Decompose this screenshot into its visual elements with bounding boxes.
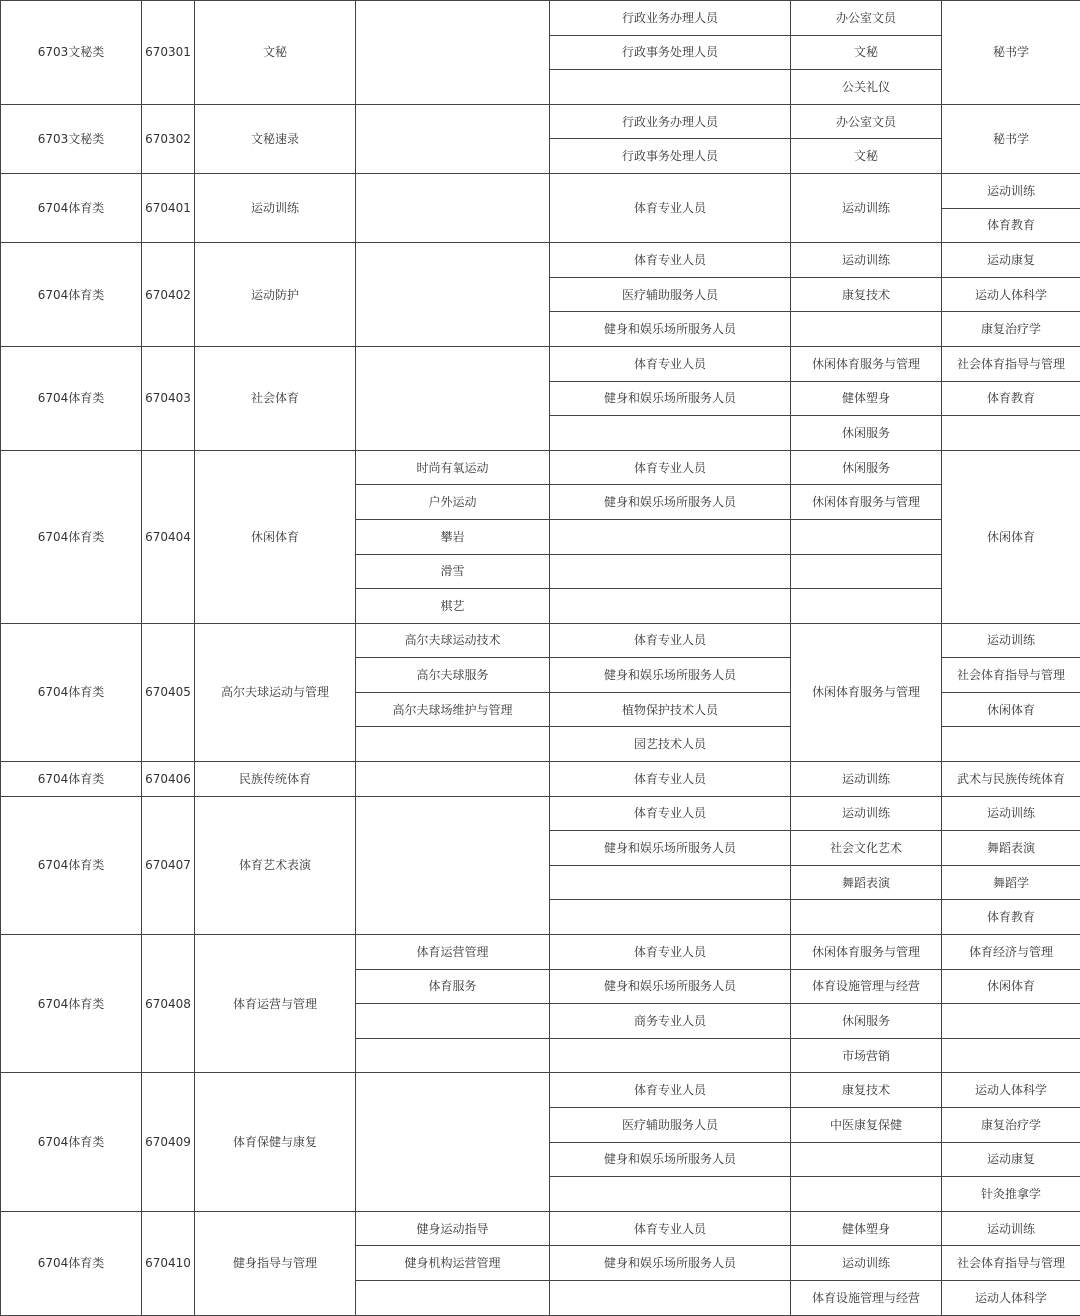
certificate-cell: 市场营销 xyxy=(791,1038,942,1073)
certificate-cell: 运动训练 xyxy=(791,243,942,278)
code-cell: 670410 xyxy=(142,1211,195,1315)
major-name-cell: 运动防护 xyxy=(195,243,356,347)
direction-cell: 棋艺 xyxy=(356,589,550,624)
occupation-cell xyxy=(550,1280,791,1315)
occupation-cell: 植物保护技术人员 xyxy=(550,692,791,727)
direction-cell: 健身运动指导 xyxy=(356,1211,550,1246)
continuing-major-cell: 运动训练 xyxy=(942,623,1080,658)
certificate-cell xyxy=(791,1177,942,1212)
occupation-cell xyxy=(550,416,791,451)
occupation-cell: 健身和娱乐场所服务人员 xyxy=(550,312,791,347)
occupation-cell xyxy=(550,1038,791,1073)
continuing-major-cell: 体育教育 xyxy=(942,900,1080,935)
continuing-major-cell: 体育教育 xyxy=(942,208,1080,243)
continuing-major-cell: 运动康复 xyxy=(942,243,1080,278)
occupation-cell xyxy=(550,70,791,105)
occupation-cell xyxy=(550,865,791,900)
direction-cell xyxy=(356,243,550,347)
occupation-cell: 体育专业人员 xyxy=(550,346,791,381)
continuing-major-cell: 秘书学 xyxy=(942,1,1080,105)
category-cell: 6703文秘类 xyxy=(1,1,142,105)
direction-cell: 滑雪 xyxy=(356,554,550,589)
certificate-cell: 运动训练 xyxy=(791,762,942,797)
direction-cell: 户外运动 xyxy=(356,485,550,520)
occupation-cell xyxy=(550,554,791,589)
major-name-cell: 社会体育 xyxy=(195,346,356,450)
occupation-cell: 健身和娱乐场所服务人员 xyxy=(550,1246,791,1281)
certificate-cell: 休闲体育服务与管理 xyxy=(791,485,942,520)
occupation-cell: 体育专业人员 xyxy=(550,173,791,242)
occupation-cell: 健身和娱乐场所服务人员 xyxy=(550,381,791,416)
table-row xyxy=(1,1211,1080,1246)
certificate-cell xyxy=(791,554,942,589)
category-cell: 6704体育类 xyxy=(1,346,142,450)
direction-cell: 高尔夫球运动技术 xyxy=(356,623,550,658)
occupation-cell: 健身和娱乐场所服务人员 xyxy=(550,1142,791,1177)
major-name-cell: 高尔夫球运动与管理 xyxy=(195,623,356,761)
table-row xyxy=(1,623,1080,658)
certificate-cell: 文秘 xyxy=(791,35,942,70)
direction-cell: 体育服务 xyxy=(356,969,550,1004)
certificate-cell: 运动训练 xyxy=(791,796,942,831)
code-cell: 670401 xyxy=(142,173,195,242)
continuing-major-cell: 运动人体科学 xyxy=(942,1280,1080,1315)
major-name-cell: 体育运营与管理 xyxy=(195,935,356,1073)
table-row xyxy=(1,450,1080,485)
certificate-cell xyxy=(791,1142,942,1177)
direction-cell xyxy=(356,1004,550,1039)
code-cell: 670402 xyxy=(142,243,195,347)
direction-cell xyxy=(356,1038,550,1073)
code-cell: 670409 xyxy=(142,1073,195,1211)
occupation-cell: 行政事务处理人员 xyxy=(550,35,791,70)
continuing-major-cell: 秘书学 xyxy=(942,104,1080,173)
direction-cell xyxy=(356,727,550,762)
category-cell: 6704体育类 xyxy=(1,173,142,242)
occupation-cell xyxy=(550,589,791,624)
continuing-major-cell: 运动人体科学 xyxy=(942,1073,1080,1108)
occupation-cell xyxy=(550,1177,791,1212)
continuing-major-cell: 运动康复 xyxy=(942,1142,1080,1177)
direction-cell xyxy=(356,1280,550,1315)
direction-cell: 时尚有氧运动 xyxy=(356,450,550,485)
occupation-cell: 行政业务办理人员 xyxy=(550,1,791,36)
continuing-major-cell: 体育经济与管理 xyxy=(942,935,1080,970)
certificate-cell xyxy=(791,312,942,347)
occupation-cell: 体育专业人员 xyxy=(550,1073,791,1108)
occupation-cell: 体育专业人员 xyxy=(550,243,791,278)
category-cell: 6704体育类 xyxy=(1,450,142,623)
category-cell: 6704体育类 xyxy=(1,1211,142,1315)
continuing-major-cell: 社会体育指导与管理 xyxy=(942,346,1080,381)
major-name-cell: 体育保健与康复 xyxy=(195,1073,356,1211)
category-cell: 6704体育类 xyxy=(1,935,142,1073)
certificate-cell: 休闲体育服务与管理 xyxy=(791,935,942,970)
occupation-cell: 健身和娱乐场所服务人员 xyxy=(550,969,791,1004)
certificate-cell: 休闲体育服务与管理 xyxy=(791,346,942,381)
continuing-major-cell xyxy=(942,416,1080,451)
occupation-cell: 健身和娱乐场所服务人员 xyxy=(550,485,791,520)
table-row xyxy=(1,796,1080,831)
direction-cell xyxy=(356,1,550,105)
direction-cell xyxy=(356,346,550,450)
certificate-cell: 休闲服务 xyxy=(791,416,942,451)
direction-cell xyxy=(356,796,550,934)
table-row xyxy=(1,935,1080,970)
code-cell: 670407 xyxy=(142,796,195,934)
code-cell: 670408 xyxy=(142,935,195,1073)
code-cell: 670406 xyxy=(142,762,195,797)
occupation-cell: 健身和娱乐场所服务人员 xyxy=(550,831,791,866)
continuing-major-cell: 康复治疗学 xyxy=(942,1108,1080,1143)
occupation-cell: 体育专业人员 xyxy=(550,762,791,797)
continuing-major-cell: 舞蹈表演 xyxy=(942,831,1080,866)
continuing-major-cell: 休闲体育 xyxy=(942,969,1080,1004)
continuing-major-cell: 舞蹈学 xyxy=(942,865,1080,900)
table-row xyxy=(1,243,1080,278)
continuing-major-cell: 运动人体科学 xyxy=(942,277,1080,312)
continuing-major-cell xyxy=(942,1004,1080,1039)
direction-cell xyxy=(356,104,550,173)
certificate-cell: 休闲服务 xyxy=(791,1004,942,1039)
direction-cell xyxy=(356,1073,550,1211)
major-name-cell: 民族传统体育 xyxy=(195,762,356,797)
code-cell: 670405 xyxy=(142,623,195,761)
certificate-cell: 中医康复保健 xyxy=(791,1108,942,1143)
table-row xyxy=(1,1,1080,36)
certificate-cell: 体育设施管理与经营 xyxy=(791,1280,942,1315)
category-cell: 6704体育类 xyxy=(1,623,142,761)
occupation-cell: 医疗辅助服务人员 xyxy=(550,277,791,312)
table-row xyxy=(1,104,1080,139)
continuing-major-cell: 运动训练 xyxy=(942,796,1080,831)
certificate-cell: 康复技术 xyxy=(791,277,942,312)
occupation-cell: 体育专业人员 xyxy=(550,1211,791,1246)
major-name-cell: 健身指导与管理 xyxy=(195,1211,356,1315)
continuing-major-cell xyxy=(942,727,1080,762)
certificate-cell: 运动训练 xyxy=(791,173,942,242)
direction-cell xyxy=(356,762,550,797)
occupation-cell: 医疗辅助服务人员 xyxy=(550,1108,791,1143)
certificate-cell: 健体塑身 xyxy=(791,1211,942,1246)
code-cell: 670403 xyxy=(142,346,195,450)
table-row xyxy=(1,173,1080,208)
occupation-cell: 体育专业人员 xyxy=(550,623,791,658)
major-name-cell: 运动训练 xyxy=(195,173,356,242)
category-cell: 6704体育类 xyxy=(1,243,142,347)
certificate-cell: 康复技术 xyxy=(791,1073,942,1108)
certificate-cell: 休闲服务 xyxy=(791,450,942,485)
continuing-major-cell: 康复治疗学 xyxy=(942,312,1080,347)
code-cell: 670404 xyxy=(142,450,195,623)
continuing-major-cell: 体育教育 xyxy=(942,381,1080,416)
occupation-cell: 商务专业人员 xyxy=(550,1004,791,1039)
continuing-major-cell: 休闲体育 xyxy=(942,450,1080,623)
table-row xyxy=(1,762,1080,797)
occupation-cell: 健身和娱乐场所服务人员 xyxy=(550,658,791,693)
certificate-cell: 舞蹈表演 xyxy=(791,865,942,900)
continuing-major-cell: 休闲体育 xyxy=(942,692,1080,727)
certificate-cell xyxy=(791,900,942,935)
direction-cell xyxy=(356,173,550,242)
continuing-major-cell: 社会体育指导与管理 xyxy=(942,1246,1080,1281)
certificate-cell: 体育设施管理与经营 xyxy=(791,969,942,1004)
certificate-cell: 文秘 xyxy=(791,139,942,174)
major-name-cell: 休闲体育 xyxy=(195,450,356,623)
category-cell: 6703文秘类 xyxy=(1,104,142,173)
certificate-cell: 健体塑身 xyxy=(791,381,942,416)
occupation-cell xyxy=(550,900,791,935)
code-cell: 670301 xyxy=(142,1,195,105)
occupation-cell: 园艺技术人员 xyxy=(550,727,791,762)
certificate-cell: 休闲体育服务与管理 xyxy=(791,623,942,761)
occupation-cell: 体育专业人员 xyxy=(550,450,791,485)
occupation-cell: 行政事务处理人员 xyxy=(550,139,791,174)
continuing-major-cell: 运动训练 xyxy=(942,1211,1080,1246)
major-name-cell: 文秘速录 xyxy=(195,104,356,173)
certificate-cell xyxy=(791,589,942,624)
continuing-major-cell: 针灸推拿学 xyxy=(942,1177,1080,1212)
direction-cell: 健身机构运营管理 xyxy=(356,1246,550,1281)
certificate-cell: 社会文化艺术 xyxy=(791,831,942,866)
direction-cell: 高尔夫球服务 xyxy=(356,658,550,693)
occupation-cell: 行政业务办理人员 xyxy=(550,104,791,139)
direction-cell: 体育运营管理 xyxy=(356,935,550,970)
continuing-major-cell: 运动训练 xyxy=(942,173,1080,208)
major-name-cell: 文秘 xyxy=(195,1,356,105)
certificate-cell xyxy=(791,519,942,554)
certificate-cell: 办公室文员 xyxy=(791,1,942,36)
continuing-major-cell: 社会体育指导与管理 xyxy=(942,658,1080,693)
table-row xyxy=(1,346,1080,381)
continuing-major-cell: 武术与民族传统体育 xyxy=(942,762,1080,797)
continuing-major-cell xyxy=(942,1038,1080,1073)
table-row xyxy=(1,1073,1080,1108)
category-cell: 6704体育类 xyxy=(1,762,142,797)
certificate-cell: 公关礼仪 xyxy=(791,70,942,105)
direction-cell: 高尔夫球场维护与管理 xyxy=(356,692,550,727)
occupation-cell xyxy=(550,519,791,554)
major-name-cell: 体育艺术表演 xyxy=(195,796,356,934)
code-cell: 670302 xyxy=(142,104,195,173)
category-cell: 6704体育类 xyxy=(1,796,142,934)
certificate-cell: 办公室文员 xyxy=(791,104,942,139)
occupation-cell: 体育专业人员 xyxy=(550,796,791,831)
occupation-cell: 体育专业人员 xyxy=(550,935,791,970)
certificate-cell: 运动训练 xyxy=(791,1246,942,1281)
category-cell: 6704体育类 xyxy=(1,1073,142,1211)
direction-cell: 攀岩 xyxy=(356,519,550,554)
